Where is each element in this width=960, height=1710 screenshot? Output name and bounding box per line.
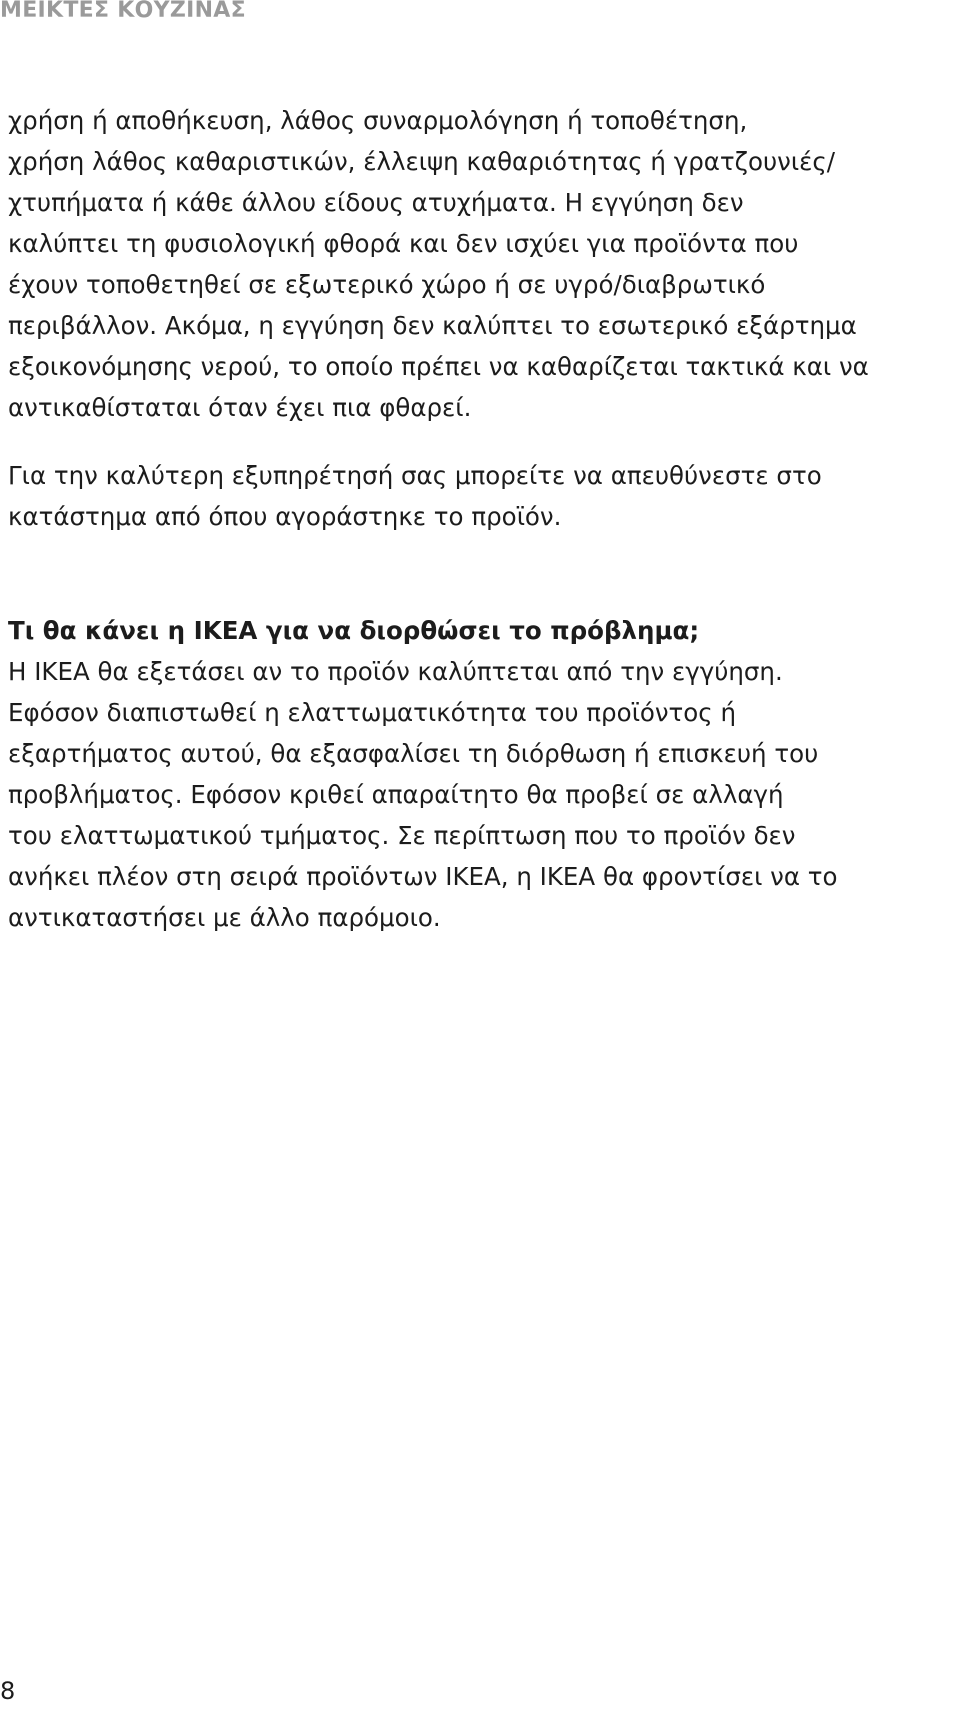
text-line: Η IKEA θα εξετάσει αν το προϊόν καλύπτεται από την εγγύηση. [8,657,783,686]
page-number: 8 [0,1677,16,1705]
text-line: κατάστημα από όπου αγοράστηκε το προϊόν. [8,502,562,531]
text-line: αντικαταστήσει με άλλο παρόμοιο. [8,903,441,932]
text-line: έχουν τοποθετηθεί σε εξωτερικό χώρο ή σε υγρό/διαβρωτικό [8,270,766,299]
text-line: εξοικονόμησης νερού, το οποίο πρέπει να καθαρίζεται τακτικά και να [8,352,869,381]
text-line: εξαρτήματος αυτού, θα εξασφαλίσει τη διόρθωση ή επισκευή του [8,739,819,768]
text-line: χτυπήματα ή κάθε άλλου είδους ατυχήματα. Η εγγύηση δεν [8,188,744,217]
text-line: του ελαττωματικού τμήματος. Σε περίπτωση που το προϊόν δεν [8,821,796,850]
section-heading: Τι θα κάνει η IKEA για να διορθώσει το πρόβλημα; [8,616,700,645]
text-line: καλύπτει τη φυσιολογική φθορά και δεν ισχύει για προϊόντα που [8,229,799,258]
customer-service-paragraph [8,455,953,537]
warranty-exclusions-paragraph [8,100,953,428]
text-line: χρήση λάθος καθαριστικών, έλλειψη καθαριότητας ή γρατζουνιές/ [8,147,835,176]
text-line: περιβάλλον. Ακόμα, η εγγύηση δεν καλύπτει το εσωτερικό εξάρτημα [8,311,857,340]
ikea-remedy-paragraph [8,610,953,938]
text-line: Εφόσον διαπιστωθεί η ελαττωματικότητα του προϊόντος ή [8,698,736,727]
section-title: ΜΕΙΚΤΕΣ ΚΟΥΖΙΝΑΣ [0,0,246,23]
text-line: προβλήματος. Εφόσον κριθεί απαραίτητο θα προβεί σε αλλαγή [8,780,784,809]
text-line: αντικαθίσταται όταν έχει πια φθαρεί. [8,393,472,422]
text-line: ανήκει πλέον στη σειρά προϊόντων IKEA, η IKEA θα φροντίσει να το [8,862,838,891]
document-body [8,100,953,938]
text-line: Για την καλύτερη εξυπηρέτησή σας μπορείτε να απευθύνεστε στο [8,461,822,490]
text-line: χρήση ή αποθήκευση, λάθος συναρμολόγηση ή τοποθέτηση, [8,106,748,135]
